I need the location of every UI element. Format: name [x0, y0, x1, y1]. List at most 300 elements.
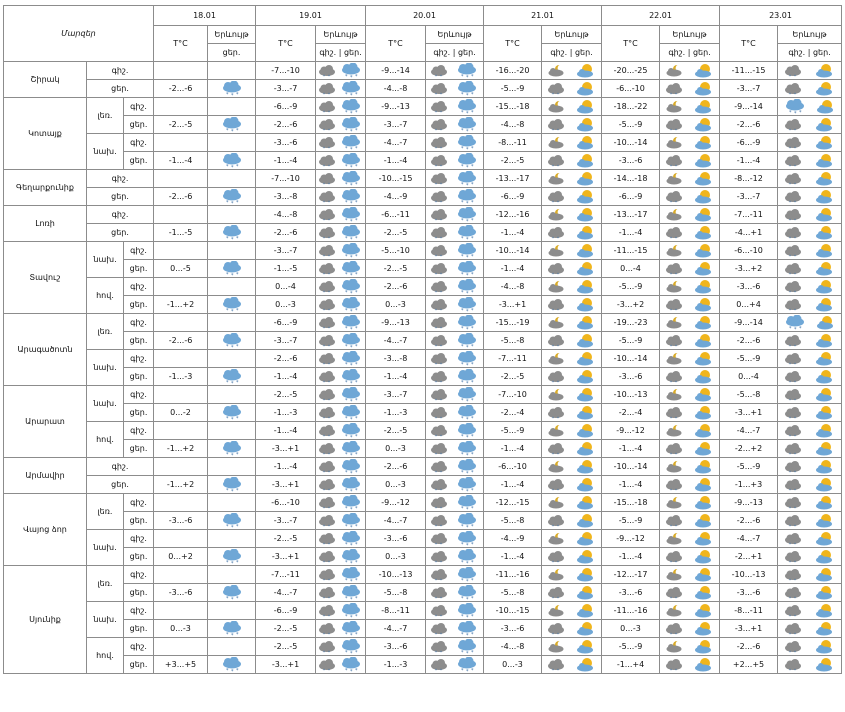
temperature-cell	[154, 638, 208, 656]
weather-icon-cell	[542, 170, 602, 188]
temperature-cell: -9...-13	[720, 494, 778, 512]
svg-text:*: *	[461, 127, 464, 133]
weather-icon-cell	[316, 314, 366, 332]
svg-text:*: *	[789, 541, 792, 546]
weather-icon-cell	[426, 548, 484, 566]
day-weather-icon	[814, 225, 836, 241]
weather-icon-cell	[208, 404, 256, 422]
svg-text:*: *	[789, 163, 792, 168]
date-header-0: 18.01	[154, 6, 256, 26]
weather-icon-cell	[542, 152, 602, 170]
night-weather-icon	[317, 154, 337, 168]
svg-text:*: *	[675, 631, 678, 636]
weather-icon-cell	[542, 512, 602, 530]
svg-text:*: *	[557, 271, 560, 276]
svg-text:*: *	[327, 145, 330, 150]
temperature-cell: -1...-4	[256, 368, 316, 386]
svg-text:*: *	[439, 217, 442, 222]
time-of-day: ցեր.	[124, 404, 154, 422]
svg-text:*: *	[552, 559, 555, 564]
sub-zone: հով.	[87, 638, 124, 674]
svg-text:*: *	[355, 397, 358, 403]
svg-text:*: *	[230, 668, 234, 673]
time-of-day: գիշ.	[124, 314, 154, 332]
svg-text:*: *	[670, 271, 673, 276]
svg-text:*: *	[434, 631, 437, 636]
weather-icon-cell	[426, 638, 484, 656]
svg-text:*: *	[322, 217, 325, 222]
night-weather-icon	[317, 388, 337, 402]
weather-icon-cell	[778, 440, 842, 458]
svg-text:*: *	[789, 307, 792, 312]
weather-icon-cell	[208, 314, 256, 332]
svg-text:*: *	[670, 379, 673, 384]
weather-icon-cell	[208, 368, 256, 386]
temperature-cell: -11...-15	[602, 242, 660, 260]
svg-text:*: *	[434, 199, 437, 204]
night-weather-icon	[783, 586, 803, 600]
time-of-day: ցեր.	[87, 80, 154, 98]
temperature-cell	[154, 278, 208, 296]
weather-icon-cell	[316, 386, 366, 404]
night-weather-icon	[546, 478, 566, 492]
svg-text:*: *	[794, 361, 797, 366]
weather-icon-cell	[316, 620, 366, 638]
weather-icon-cell	[208, 260, 256, 278]
svg-text:*: *	[322, 199, 325, 204]
weather-icon-cell	[542, 566, 602, 584]
svg-text:*: *	[345, 397, 348, 403]
weather-icon-cell	[208, 440, 256, 458]
night-weather-icon	[546, 316, 566, 330]
temperature-cell: -5...-9	[602, 332, 660, 350]
temperature-cell: 0...-2	[154, 404, 208, 422]
temperature-cell	[154, 170, 208, 188]
temperature-cell: -3...-6	[602, 152, 660, 170]
svg-text:*: *	[439, 127, 442, 132]
day-weather-icon	[575, 639, 597, 655]
day-weather-icon	[693, 495, 715, 511]
weather-icon-cell	[542, 206, 602, 224]
day-weather-icon	[693, 441, 715, 457]
svg-text:*: *	[350, 200, 353, 205]
svg-text:*: *	[789, 91, 792, 96]
weather-icon-cell	[778, 152, 842, 170]
temperature-cell: -11...-15	[720, 62, 778, 80]
svg-text:*: *	[557, 667, 560, 672]
weather-icon-cell	[542, 296, 602, 314]
svg-text:*: *	[461, 325, 464, 331]
day-weather-icon	[693, 549, 715, 565]
day-weather-icon	[575, 189, 597, 205]
time-of-day: ցեր.	[124, 296, 154, 314]
weather-icon-cell	[316, 530, 366, 548]
temperature-cell: -2...-5	[366, 422, 426, 440]
svg-text:*: *	[471, 397, 474, 403]
svg-text:*: *	[230, 164, 234, 169]
svg-text:*: *	[789, 253, 792, 258]
svg-text:*: *	[439, 469, 442, 474]
svg-text:*: *	[327, 649, 330, 654]
svg-text:*: *	[471, 307, 474, 313]
day-weather-icon	[814, 621, 836, 637]
svg-text:*: *	[461, 253, 464, 259]
svg-text:*: *	[461, 415, 464, 421]
temperature-cell	[154, 242, 208, 260]
svg-text:*: *	[225, 523, 229, 529]
forecast-row	[4, 476, 842, 494]
night-weather-icon	[664, 172, 684, 186]
temperature-cell: -6...-9	[720, 134, 778, 152]
svg-text:*: *	[675, 595, 678, 600]
svg-text:*: *	[466, 254, 469, 259]
night-weather-icon	[429, 658, 449, 672]
svg-text:*: *	[350, 632, 353, 637]
night-weather-icon	[546, 622, 566, 636]
svg-text:*: *	[552, 415, 555, 420]
night-weather-icon	[664, 352, 684, 366]
weather-icon-cell	[542, 422, 602, 440]
svg-text:*: *	[327, 163, 330, 168]
weather-icon-cell	[426, 332, 484, 350]
svg-text:*: *	[322, 397, 325, 402]
night-weather-icon	[664, 82, 684, 96]
day-weather-icon	[338, 657, 364, 673]
temperature-cell: -9...-12	[366, 494, 426, 512]
time-of-day: գիշ.	[124, 602, 154, 620]
svg-text:*: *	[670, 631, 673, 636]
day-weather-icon	[454, 567, 480, 583]
day-weather-icon	[814, 657, 836, 673]
svg-text:*: *	[355, 181, 358, 187]
svg-text:*: *	[434, 217, 437, 222]
weather-icon-cell	[426, 368, 484, 386]
night-weather-icon	[664, 280, 684, 294]
svg-text:*: *	[794, 559, 797, 564]
svg-text:*: *	[471, 73, 474, 79]
day-weather-icon	[693, 423, 715, 439]
day-weather-icon	[575, 243, 597, 259]
day-weather-icon	[814, 243, 836, 259]
temperature-cell: 0...-5	[154, 260, 208, 278]
region-name: Տավուշ	[4, 242, 87, 314]
weather-icon-cell	[208, 656, 256, 674]
day-weather-icon	[338, 405, 364, 421]
svg-text:*: *	[434, 343, 437, 348]
svg-text:*: *	[327, 109, 330, 114]
svg-text:*: *	[355, 235, 358, 241]
night-weather-icon	[664, 316, 684, 330]
weather-icon-cell	[426, 602, 484, 620]
day-weather-icon	[454, 99, 480, 115]
svg-text:*: *	[434, 379, 437, 384]
time-of-day: ցեր.	[124, 548, 154, 566]
weather-icon-cell	[778, 458, 842, 476]
weather-icon-cell	[316, 458, 366, 476]
svg-text:*: *	[322, 343, 325, 348]
svg-text:*: *	[552, 271, 555, 276]
svg-text:*: *	[434, 523, 437, 528]
svg-text:*: *	[355, 127, 358, 133]
svg-text:*: *	[235, 307, 239, 313]
svg-text:*: *	[670, 451, 673, 456]
svg-text:*: *	[471, 631, 474, 637]
svg-text:*: *	[235, 91, 239, 97]
svg-text:*: *	[552, 235, 555, 240]
forecast-row	[4, 530, 842, 548]
svg-text:*: *	[434, 307, 437, 312]
svg-text:*: *	[552, 199, 555, 204]
sub-zone: հով.	[87, 422, 124, 458]
svg-text:*: *	[789, 667, 792, 672]
svg-text:*: *	[439, 271, 442, 276]
svg-text:*: *	[789, 271, 792, 276]
svg-text:*: *	[794, 73, 797, 78]
day-weather-icon	[575, 171, 597, 187]
svg-text:*: *	[327, 577, 330, 582]
night-weather-icon	[317, 280, 337, 294]
svg-text:*: *	[355, 253, 358, 259]
svg-text:*: *	[794, 271, 797, 276]
weather-icon-cell	[208, 152, 256, 170]
svg-text:*: *	[461, 451, 464, 457]
svg-text:*: *	[350, 272, 353, 277]
day-weather-icon	[575, 513, 597, 529]
weather-icon-cell	[208, 602, 256, 620]
day-weather-icon	[454, 639, 480, 655]
svg-text:*: *	[471, 559, 474, 565]
svg-text:*: *	[794, 649, 797, 654]
svg-text:*: *	[322, 253, 325, 258]
temperature-cell: -2...+2	[720, 440, 778, 458]
svg-text:*: *	[355, 199, 358, 205]
temperature-cell: -4...-7	[720, 530, 778, 548]
svg-text:*: *	[322, 235, 325, 240]
day-weather-icon	[575, 333, 597, 349]
temperature-cell: -9...-13	[366, 314, 426, 332]
day-weather-icon	[693, 243, 715, 259]
night-weather-icon	[664, 334, 684, 348]
temperature-cell: 0...-3	[366, 296, 426, 314]
day-weather-icon	[575, 477, 597, 493]
time-of-day: ցեր.	[124, 260, 154, 278]
svg-text:*: *	[350, 236, 353, 241]
temperature-cell: -6...-10	[256, 494, 316, 512]
temperature-cell: -3...-7	[256, 242, 316, 260]
day-weather-icon	[814, 333, 836, 349]
region-name: Լոռի	[4, 206, 87, 242]
svg-text:*: *	[345, 109, 348, 115]
temperature-cell: -2...-5	[484, 368, 542, 386]
svg-text:*: *	[461, 559, 464, 565]
svg-text:*: *	[675, 559, 678, 564]
svg-text:*: *	[471, 181, 474, 187]
temperature-cell	[154, 494, 208, 512]
svg-text:*: *	[225, 667, 229, 673]
temperature-cell: 0...+4	[720, 296, 778, 314]
svg-text:*: *	[322, 271, 325, 276]
svg-text:*: *	[355, 91, 358, 97]
svg-text:*: *	[793, 326, 797, 331]
day-weather-icon	[338, 135, 364, 151]
svg-text:*: *	[225, 91, 229, 97]
weather-icon-cell	[778, 62, 842, 80]
svg-text:*: *	[230, 560, 234, 565]
svg-text:*: *	[350, 254, 353, 259]
night-weather-icon	[783, 388, 803, 402]
svg-text:*: *	[230, 380, 234, 385]
night-weather-icon	[783, 532, 803, 546]
svg-text:*: *	[471, 91, 474, 97]
weather-icon-cell	[426, 242, 484, 260]
day-weather-icon	[815, 315, 837, 331]
weather-icon-cell	[208, 224, 256, 242]
weather-icon-cell	[542, 242, 602, 260]
svg-text:*: *	[355, 361, 358, 367]
forecast-container	[3, 5, 845, 674]
temperature-cell: -3...-6	[366, 638, 426, 656]
svg-text:*: *	[675, 199, 678, 204]
weather-icon-cell	[542, 602, 602, 620]
temperature-cell: -2...-6	[154, 80, 208, 98]
svg-text:*: *	[355, 415, 358, 421]
svg-text:*: *	[789, 487, 792, 492]
temperature-cell: -1...-4	[256, 152, 316, 170]
day-weather-icon	[814, 279, 836, 295]
weather-icon-cell	[316, 296, 366, 314]
forecast-row	[4, 566, 842, 584]
night-weather-icon	[783, 136, 803, 150]
day-weather-icon	[454, 261, 480, 277]
temperature-cell: -2...-6	[366, 278, 426, 296]
night-weather-icon	[783, 640, 803, 654]
temperature-cell: -1...-4	[366, 368, 426, 386]
night-weather-icon	[664, 478, 684, 492]
temperature-cell: -5...-9	[720, 350, 778, 368]
weather-icon-cell	[316, 656, 366, 674]
svg-text:*: *	[322, 91, 325, 96]
temperature-cell: -5...-9	[602, 638, 660, 656]
day-weather-icon	[814, 297, 836, 313]
svg-text:*: *	[327, 397, 330, 402]
weather-icon-cell	[660, 332, 720, 350]
weather-icon-cell	[208, 80, 256, 98]
day-weather-icon	[338, 207, 364, 223]
weather-col-header: Երևույթ	[426, 26, 484, 44]
day-weather-icon	[338, 279, 364, 295]
day-weather-icon	[575, 135, 597, 151]
svg-text:*: *	[355, 613, 358, 619]
svg-text:*: *	[557, 415, 560, 420]
region-name: Արարատ	[4, 386, 87, 458]
svg-text:*: *	[439, 109, 442, 114]
day-weather-icon	[693, 477, 715, 493]
weather-icon-cell	[778, 98, 842, 116]
temperature-cell: -2...-6	[720, 638, 778, 656]
night-day-subheader: գիշ. | ցեր.	[316, 44, 366, 62]
svg-text:*: *	[439, 379, 442, 384]
night-weather-icon	[546, 262, 566, 276]
svg-text:*: *	[466, 74, 469, 79]
night-weather-icon	[664, 262, 684, 276]
svg-text:*: *	[552, 163, 555, 168]
night-weather-icon	[664, 460, 684, 474]
weather-icon-cell	[660, 170, 720, 188]
night-weather-icon	[429, 262, 449, 276]
night-weather-icon	[546, 424, 566, 438]
svg-text:*: *	[466, 650, 469, 655]
temperature-cell: -3...-8	[256, 188, 316, 206]
temperature-cell: -4...-8	[256, 206, 316, 224]
night-weather-icon	[782, 99, 808, 115]
svg-text:*: *	[434, 415, 437, 420]
svg-text:*: *	[322, 451, 325, 456]
weather-icon-cell	[426, 530, 484, 548]
forecast-row	[4, 638, 842, 656]
forecast-row	[4, 620, 842, 638]
svg-text:*: *	[461, 361, 464, 367]
day-weather-icon	[814, 567, 836, 583]
weather-icon-cell	[426, 566, 484, 584]
svg-text:*: *	[789, 631, 792, 636]
temperature-cell: -1...-4	[484, 476, 542, 494]
night-weather-icon	[429, 190, 449, 204]
svg-text:*: *	[345, 469, 348, 475]
svg-text:*: *	[789, 649, 792, 654]
day-weather-icon	[814, 423, 836, 439]
temperature-cell: -4...-7	[366, 134, 426, 152]
day-weather-icon	[693, 513, 715, 529]
day-weather-icon	[814, 513, 836, 529]
day-weather-icon	[575, 117, 597, 133]
svg-text:*: *	[345, 181, 348, 187]
temperature-cell: 0...-3	[602, 620, 660, 638]
day-weather-icon	[575, 459, 597, 475]
day-weather-icon	[814, 261, 836, 277]
weather-icon-cell	[316, 188, 366, 206]
night-weather-icon	[664, 586, 684, 600]
day-weather-icon	[454, 81, 480, 97]
weather-icon-cell	[660, 242, 720, 260]
svg-text:*: *	[434, 289, 437, 294]
weather-icon-cell	[778, 548, 842, 566]
svg-text:*: *	[345, 559, 348, 565]
weather-icon-cell	[208, 422, 256, 440]
night-weather-icon	[429, 496, 449, 510]
weather-icon-cell	[542, 548, 602, 566]
night-weather-icon	[783, 658, 803, 672]
night-weather-icon	[317, 82, 337, 96]
time-of-day: ցեր.	[124, 152, 154, 170]
svg-text:*: *	[235, 667, 239, 673]
night-weather-icon	[317, 244, 337, 258]
svg-text:*: *	[557, 487, 560, 492]
svg-text:*: *	[345, 595, 348, 601]
svg-text:*: *	[345, 163, 348, 169]
night-weather-icon	[783, 244, 803, 258]
svg-text:*: *	[350, 416, 353, 421]
weather-icon-cell	[660, 80, 720, 98]
temperature-cell: -10...-14	[602, 350, 660, 368]
temperature-cell: -7...-10	[256, 170, 316, 188]
svg-text:*: *	[327, 181, 330, 186]
temperature-cell: -2...-6	[720, 512, 778, 530]
svg-text:*: *	[461, 109, 464, 115]
night-weather-icon	[664, 532, 684, 546]
svg-text:*: *	[439, 199, 442, 204]
day-weather-icon	[338, 585, 364, 601]
temperature-cell: -1...-5	[256, 260, 316, 278]
